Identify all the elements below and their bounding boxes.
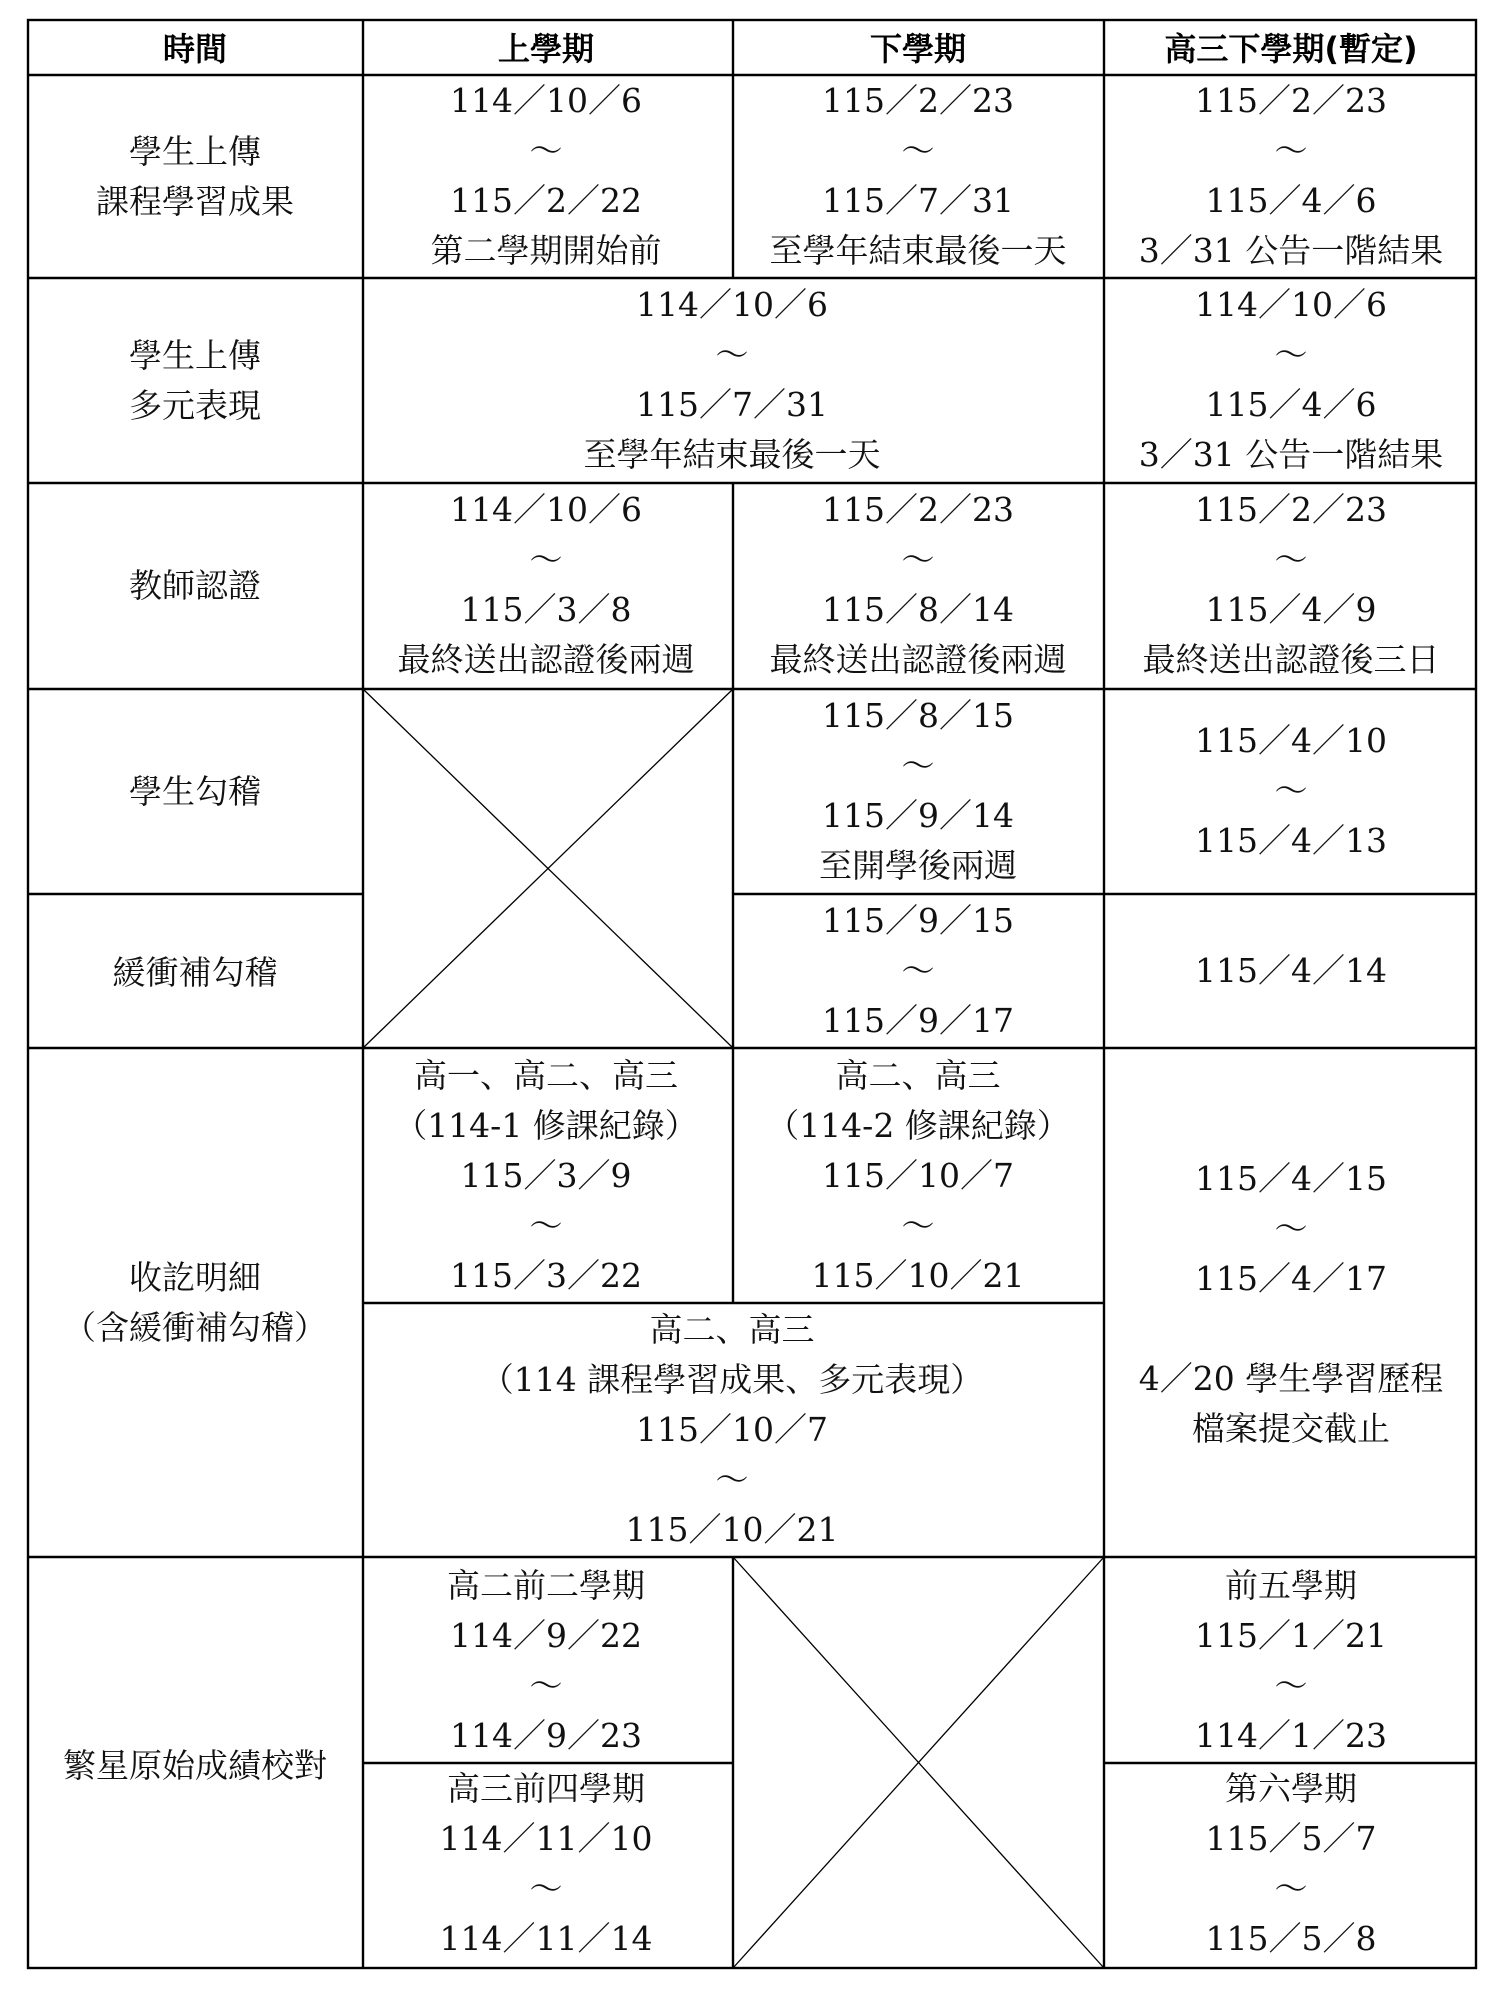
cell-line: ～	[901, 1206, 935, 1245]
cell-line: 115／9／14	[822, 796, 1014, 835]
cell-line: 114／10／6	[450, 490, 642, 529]
row-student-select	[129, 696, 1387, 885]
cell-line: ～	[1274, 131, 1308, 170]
cell-line: 3／31 公告一階結果	[1138, 231, 1444, 270]
cell-line: ～	[1274, 1209, 1308, 1248]
row-label	[96, 132, 294, 221]
cell-line: 教師認證	[129, 566, 261, 605]
cell-sem12	[481, 1310, 983, 1549]
crossed-cell-star-check-sem2	[733, 1557, 1104, 1968]
cell-line: 115／5／8	[1205, 1919, 1377, 1958]
cell-line: 115／4／6	[1205, 385, 1377, 424]
cell-line: 高一、高二、高三	[414, 1056, 678, 1095]
cell-line: 115／3／22	[450, 1256, 642, 1295]
cell-line: 115／4／15	[1195, 1159, 1387, 1198]
cell-line: 114／9／23	[450, 1716, 642, 1755]
cell-line: 至學年結束最後一天	[583, 435, 881, 474]
cell-line: 高三前四學期	[447, 1769, 645, 1808]
row-label	[129, 336, 261, 425]
cell-line: 最終送出認證後兩週	[769, 640, 1067, 679]
cell-sem1	[431, 81, 662, 270]
cell-line: 繁星原始成績校對	[63, 1746, 327, 1785]
cell-line: 115／2／23	[1195, 490, 1387, 529]
row-label	[63, 1746, 327, 1785]
cell-line: 115／9／17	[822, 1001, 1014, 1040]
cell-line: 高二、高三	[649, 1310, 815, 1349]
cell-line: 學生勾稽	[129, 772, 261, 811]
cell-line: 115／7／31	[636, 385, 828, 424]
crossed-cell-student-select-sem1	[363, 689, 733, 1048]
cell-sem2	[819, 696, 1017, 885]
cell-line: 115／3／9	[460, 1156, 632, 1195]
cell-line: ～	[1274, 335, 1308, 374]
cell-line: ～	[1274, 1869, 1308, 1908]
header-semester2: 下學期	[869, 30, 967, 68]
cell-line: 115／4／9	[1205, 590, 1377, 629]
cell-line: 115／4／14	[1195, 951, 1387, 990]
cell-line: 前五學期	[1225, 1566, 1357, 1605]
cell-line: ～	[715, 1460, 749, 1499]
cell-line: ～	[1274, 540, 1308, 579]
cell-line: 學生上傳	[129, 336, 261, 375]
cell-line: 115／2／23	[822, 490, 1014, 529]
cell-g12	[1195, 721, 1387, 860]
cell-line: ～	[529, 1666, 563, 1705]
cell-line: 115／9／15	[822, 901, 1014, 940]
cell-sem2	[770, 490, 1067, 679]
cell-line: 學生上傳	[129, 132, 261, 171]
row-diverse-upload	[129, 285, 1443, 474]
cell-line: （114-2 修課紀錄）	[766, 1106, 1070, 1145]
cell-line: （114 課程學習成果、多元表現）	[480, 1360, 984, 1399]
cell-line: 115／8／15	[822, 696, 1014, 735]
cell-line: ～	[1274, 1666, 1308, 1705]
cell-line: ～	[529, 1206, 563, 1245]
cell-line: 115／4／6	[1205, 181, 1377, 220]
cell-line: 緩衝補勾稽	[112, 953, 278, 992]
cell-line: 115／7／31	[822, 181, 1014, 220]
cell-line: 114／9／22	[450, 1616, 642, 1655]
cell-line: ～	[901, 951, 935, 990]
cell-line: 115／2／23	[822, 81, 1014, 120]
cell-line: （含緩衝補勾稽）	[63, 1308, 327, 1347]
cell-line: 114／11／14	[439, 1919, 653, 1958]
cell-sem2	[822, 901, 1014, 1040]
cell-line: 115／3／8	[460, 590, 632, 629]
cell-sem2	[770, 81, 1067, 270]
header-time: 時間	[162, 30, 228, 68]
cell-line: 115／10／21	[811, 1256, 1025, 1295]
cell-g12	[1139, 81, 1443, 270]
cell-line: 3／31 公告一階結果	[1138, 435, 1444, 474]
cell-line: 114／10／6	[450, 81, 642, 120]
header-grade12-sem2: 高三下學期(暫定)	[1164, 30, 1418, 68]
cell-line: 收訖明細	[129, 1258, 261, 1297]
cell-line: 最終送出認證後兩週	[397, 640, 695, 679]
cell-line: 114／10／6	[1195, 285, 1387, 324]
cell-line: 最終送出認證後三日	[1142, 640, 1440, 679]
cell-line: 115／10／21	[625, 1510, 839, 1549]
cell-line: 114／1／23	[1195, 1716, 1387, 1755]
cell-line: 115／10／7	[636, 1410, 828, 1449]
cell-line: ～	[901, 131, 935, 170]
row-course-upload	[96, 81, 1443, 270]
cell-sem1	[394, 1056, 698, 1295]
cell-sem1	[398, 490, 695, 679]
cell-line: ～	[901, 540, 935, 579]
row-label	[129, 566, 261, 605]
cell-line: 至學年結束最後一天	[769, 231, 1067, 270]
row-label	[113, 953, 278, 992]
cell-line: 至開學後兩週	[819, 846, 1017, 885]
cell-line: 115／4／17	[1195, 1259, 1387, 1298]
cell-sem2	[766, 1056, 1070, 1295]
cell-line: 114／10／6	[636, 285, 828, 324]
cell-line: ～	[529, 540, 563, 579]
cell-line: 第六學期	[1225, 1769, 1357, 1808]
cell-line: 115／2／23	[1195, 81, 1387, 120]
cell-line: ～	[715, 335, 749, 374]
row-label	[129, 772, 261, 811]
cell-line: 115／10／7	[822, 1156, 1014, 1195]
cell-line: （114-1 修課紀錄）	[394, 1106, 698, 1145]
cell-sem12	[584, 285, 881, 474]
cell-line: ～	[901, 746, 935, 785]
cell-line: 4／20 學生學習歷程	[1138, 1359, 1444, 1398]
row-label	[63, 1258, 327, 1347]
cell-line: 115／5／7	[1205, 1819, 1377, 1858]
header-semester1: 上學期	[497, 30, 595, 68]
cell-line: 多元表現	[129, 386, 261, 425]
cell-line: 課程學習成果	[96, 182, 294, 221]
cell-g12	[1139, 285, 1443, 474]
cell-line: 115／4／10	[1195, 721, 1387, 760]
cell-line: 115／4／13	[1195, 821, 1387, 860]
cell-line: 115／8／14	[822, 590, 1014, 629]
cell-g12	[1195, 951, 1387, 990]
cell-line: ～	[529, 131, 563, 170]
cell-line: ～	[529, 1869, 563, 1908]
cell-line: 115／1／21	[1195, 1616, 1387, 1655]
cell-g12	[1139, 1159, 1443, 1448]
cell-line: 高二、高三	[835, 1056, 1001, 1095]
cell-line: 檔案提交截止	[1192, 1409, 1390, 1448]
row-buffer-select	[113, 901, 1387, 1040]
cell-line: 115／2／22	[450, 181, 642, 220]
cell-line: ～	[1274, 771, 1308, 810]
row-teacher-cert	[129, 490, 1440, 679]
cell-g12	[1143, 490, 1440, 679]
cell-line: 114／11／10	[439, 1819, 653, 1858]
cell-line: 第二學期開始前	[430, 231, 662, 270]
cell-line: 高二前二學期	[447, 1566, 645, 1605]
